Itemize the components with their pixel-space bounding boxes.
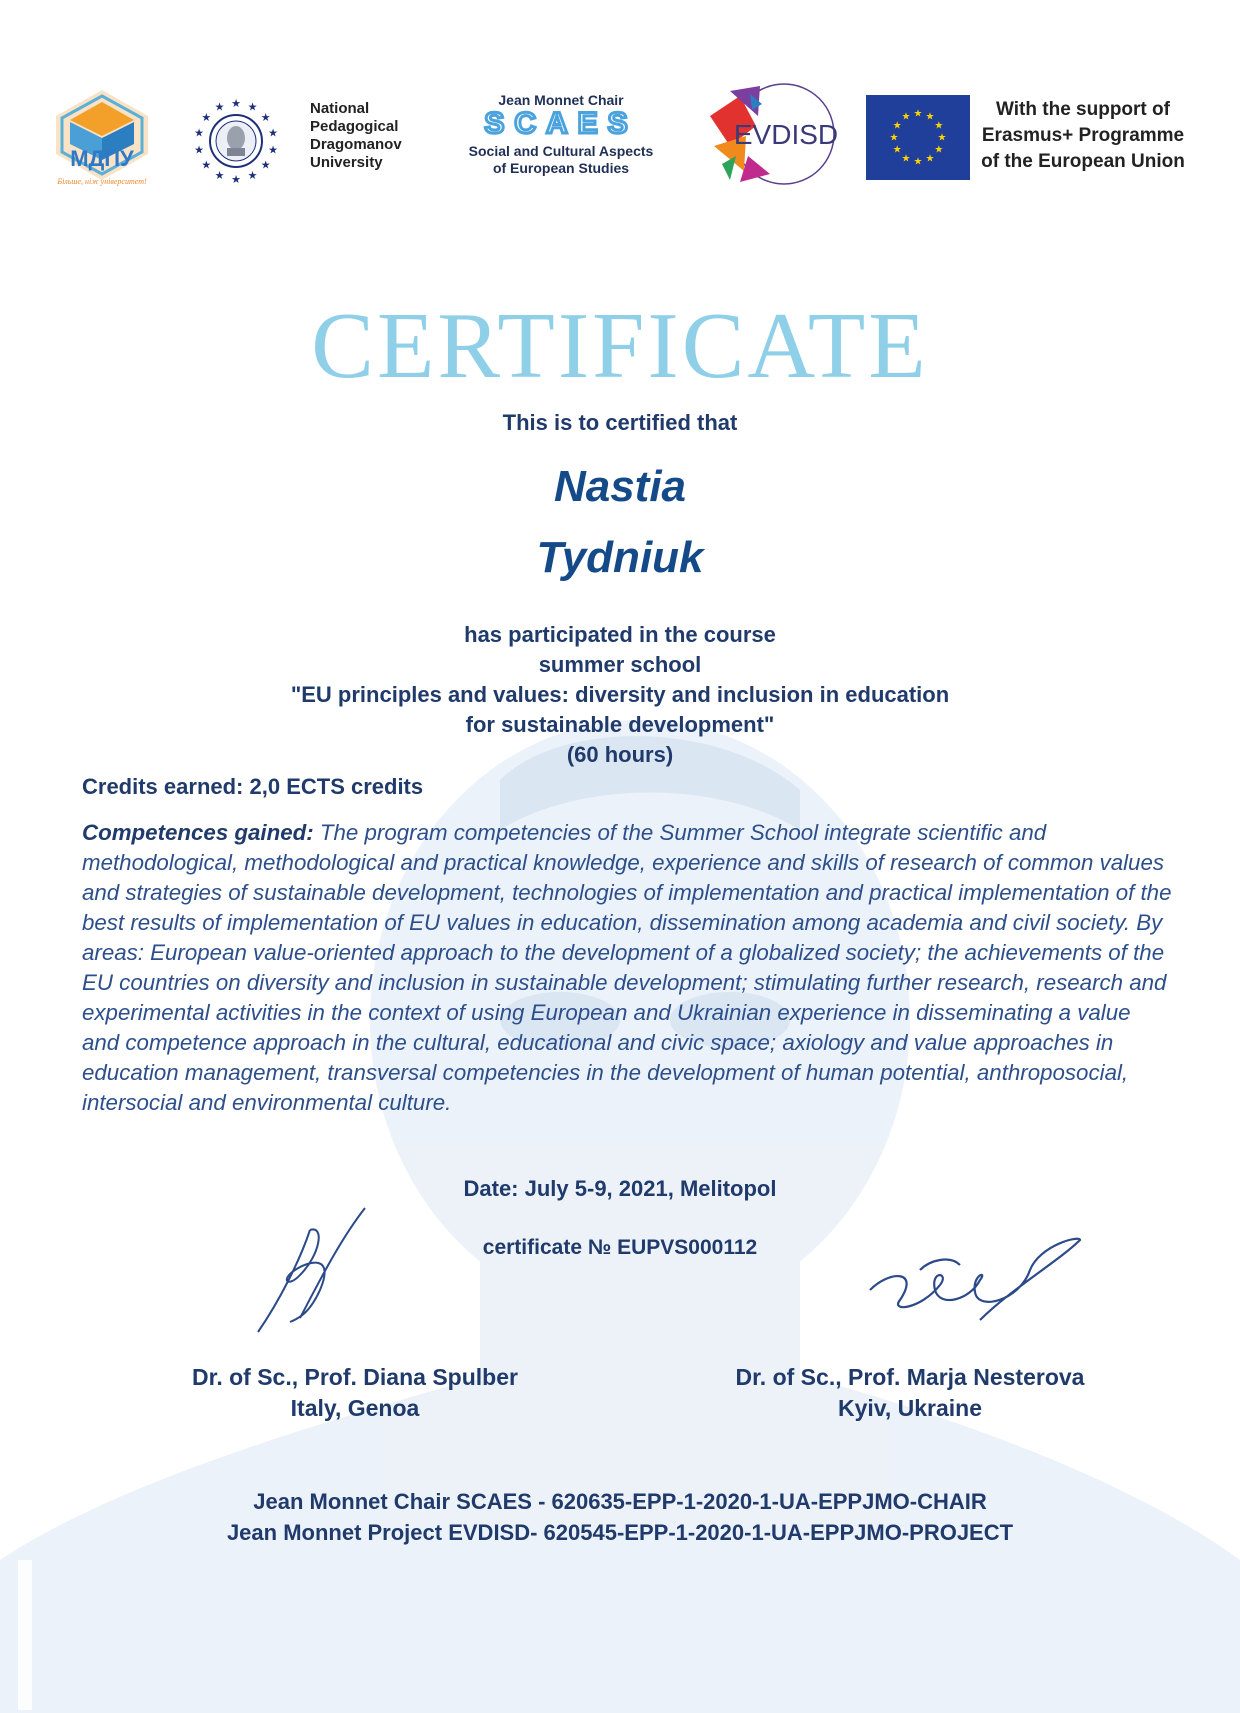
scaes-logo: [446, 92, 676, 177]
star-icon: ★: [268, 127, 278, 140]
npdu-name-line: University: [310, 154, 383, 171]
signatory-left: [170, 1362, 540, 1424]
competences-paragraph: [82, 818, 1172, 1118]
star-icon: ★: [201, 112, 212, 125]
star-icon: ★: [214, 170, 225, 183]
npdu-logo: [190, 96, 282, 186]
competences-text: The program competencies of the Summer School integrate scientific and methodological, methodological and practical knowledge, experience and skills of research of common values and strategies of sustainable development, technologies of implementation and practical implementation of the best results of implementation of EU values in education, dissemination among academia and civil society. By areas: European value-oriented approach to the development of a globalized society; the achievements of the EU countries on diversity and inclusion in sustainable development; stimulating further research, research and experimental activities in the context of using European and Ukrainian experience in disseminating a value and competence approach in the cultural, educational and civic space; axiology and value approaches in education management, transversal competencies in the development of human potential, anthroposocial, intersocial and environmental culture.: [82, 820, 1172, 1115]
scaes-chair-label: Jean Monnet Chair: [498, 92, 624, 108]
signatory-location: Italy, Genoa: [290, 1395, 420, 1421]
footer-project-codes: [0, 1486, 1240, 1548]
star-icon: ★: [247, 101, 258, 114]
star-icon: ★: [260, 112, 271, 125]
mdpu-logo: [40, 88, 164, 198]
recipient-last-name: Tydniuk: [536, 533, 704, 582]
star-icon: ★: [247, 170, 258, 183]
course-date: Date: July 5-9, 2021, Melitopol: [463, 1176, 777, 1201]
course-line: has participated in the course: [464, 622, 776, 647]
star-icon: ★: [194, 144, 204, 157]
course-line: for sustainable development": [465, 712, 775, 737]
signatory-right: [720, 1362, 1100, 1424]
star-icon: ★: [892, 144, 902, 156]
star-icon: ★: [201, 159, 212, 172]
star-icon: ★: [913, 108, 923, 120]
scaes-full-line: of European Studies: [492, 160, 630, 176]
credits-earned: Credits earned: 2,0 ECTS credits: [82, 774, 424, 799]
recipient-first-name: Nastia: [553, 462, 687, 511]
npdu-name-line: Pedagogical: [310, 118, 399, 135]
course-line: (60 hours): [566, 742, 674, 767]
eu-flag-logo: [866, 95, 970, 180]
star-icon: ★: [934, 120, 944, 132]
signature-left: [240, 1200, 400, 1340]
star-icon: ★: [214, 101, 225, 114]
star-icon: ★: [934, 144, 944, 156]
star-icon: ★: [925, 153, 935, 165]
certificate-number-label: certificate №: [482, 1236, 612, 1259]
course-line: "EU principles and values: diversity and inclusion in education: [290, 682, 950, 707]
star-icon: ★: [231, 173, 241, 186]
evdisd-logo: [700, 76, 848, 192]
footer-line: Jean Monnet Chair SCAES - 620635-EPP-1-2020-1-UA-EPPJMO-CHAIR: [253, 1489, 987, 1514]
scaes-abbr: SCAES: [484, 108, 638, 138]
npdu-name: [310, 100, 430, 172]
star-icon: ★: [937, 132, 947, 144]
certificate-number-value: EUPVS000112: [617, 1236, 758, 1259]
eu-support-line: of the European Union: [981, 151, 1185, 172]
star-icon: ★: [260, 159, 271, 172]
evdisd-abbr: EVDISD: [733, 119, 839, 150]
signatory-name: Dr. of Sc., Prof. Marja Nesterova: [735, 1364, 1085, 1390]
star-icon: ★: [268, 144, 278, 157]
signature-right: [860, 1230, 1090, 1330]
footer-line: Jean Monnet Project EVDISD- 620545-EPP-1-2020-1-UA-EPPJMO-PROJECT: [226, 1520, 1014, 1545]
npdu-name-line: Dragomanov: [310, 136, 402, 153]
star-icon: ★: [901, 111, 911, 123]
star-icon: ★: [889, 132, 899, 144]
signatory-location: Kyiv, Ukraine: [837, 1395, 983, 1421]
star-icon: ★: [925, 111, 935, 123]
scaes-wordmark: [446, 108, 676, 138]
eu-support-line: With the support of: [996, 99, 1170, 120]
eu-support-line: Erasmus+ Programme: [981, 125, 1185, 146]
course-description: [0, 620, 1240, 770]
eu-support-text: [980, 97, 1186, 175]
mdpu-logo-text: МДПУ: [70, 146, 134, 171]
mdpu-logo-motto: Більше, ніж університет!: [57, 177, 147, 186]
course-line: summer school: [538, 652, 702, 677]
scaes-full-line: Social and Cultural Aspects: [468, 143, 654, 159]
signatory-name: Dr. of Sc., Prof. Diana Spulber: [192, 1364, 518, 1390]
star-icon: ★: [231, 97, 241, 110]
intro-text: This is to certified that: [502, 410, 738, 435]
star-icon: ★: [194, 127, 204, 140]
star-icon: ★: [901, 153, 911, 165]
star-icon: ★: [913, 156, 923, 168]
certificate-title: CERTIFICATE: [311, 294, 929, 398]
competences-label: Competences gained:: [82, 820, 314, 845]
npdu-name-line: National: [310, 100, 370, 117]
star-icon: ★: [892, 120, 902, 132]
